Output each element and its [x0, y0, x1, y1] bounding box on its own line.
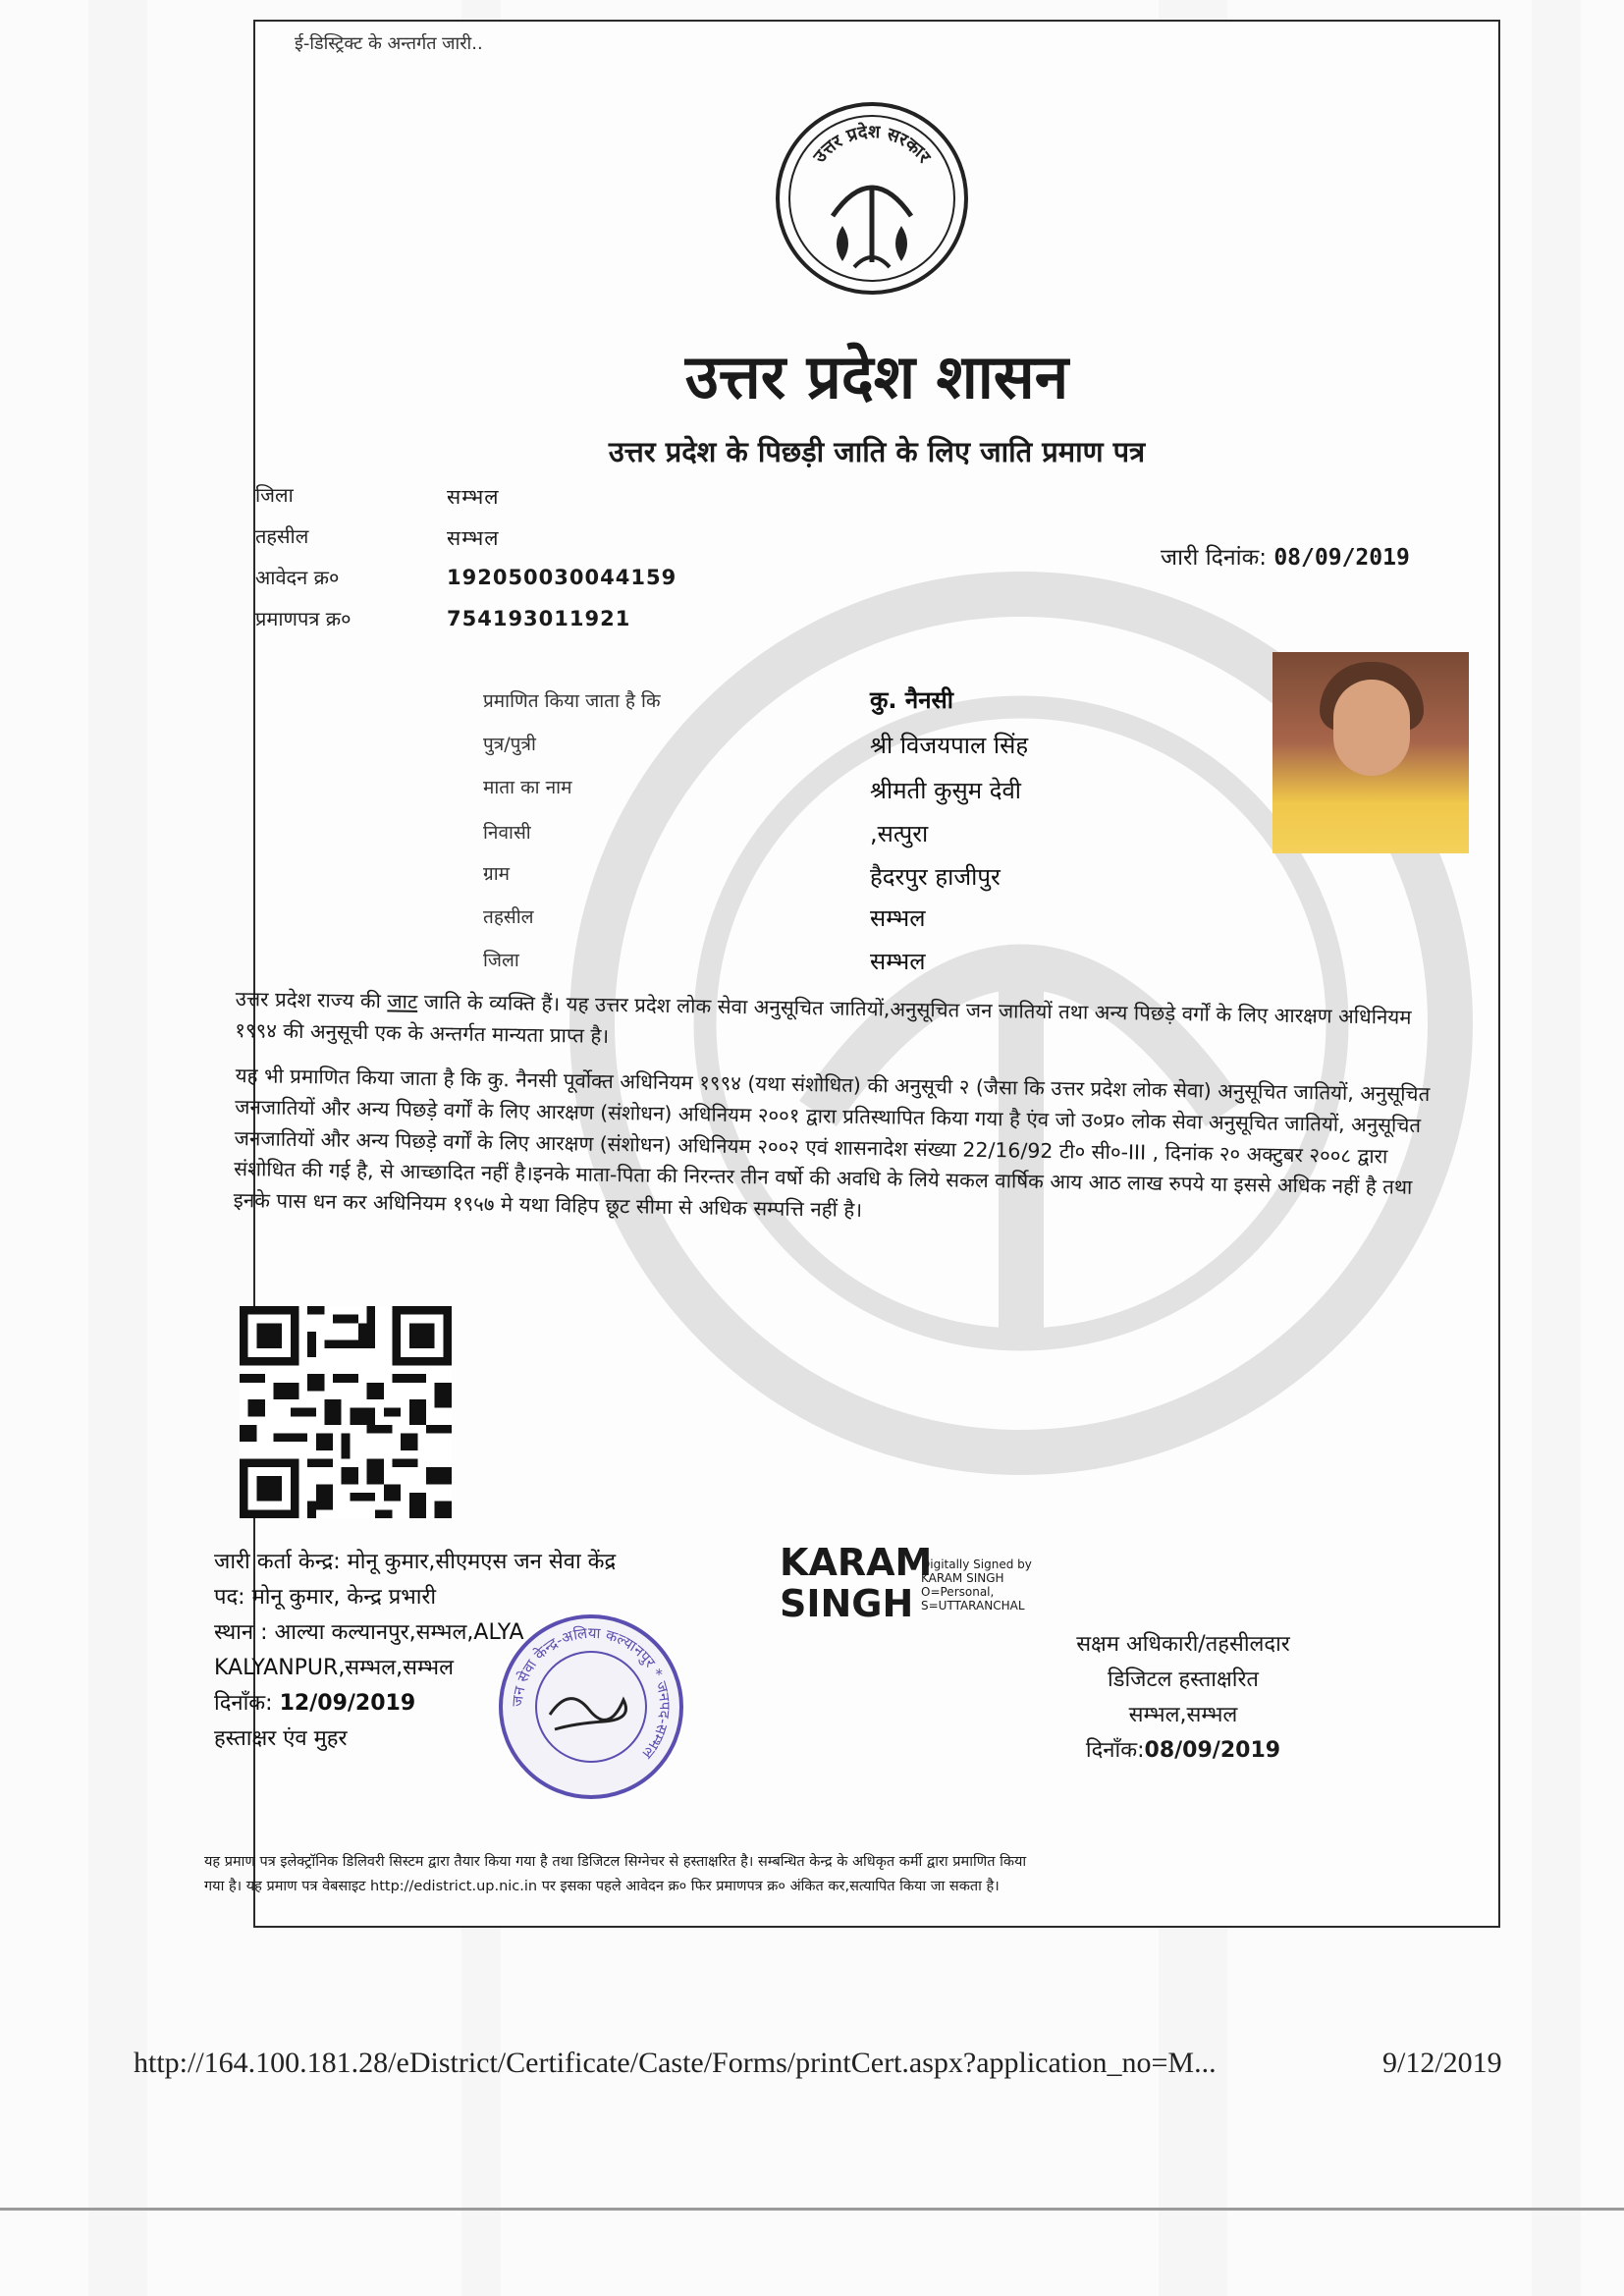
district-label: जिला [255, 483, 294, 507]
signer-name-line1: KARAM [780, 1541, 933, 1584]
digital-signature-details [921, 1558, 1088, 1613]
scan-edge-line [0, 2208, 1624, 2211]
village-value: हैदरपुर हाजीपुर [870, 863, 1001, 891]
caste-name: जाट [387, 989, 418, 1013]
certification-paragraph: यह भी प्रमाणित किया जाता है कि कु. नैनसी पूर्वोक्त अधिनियम १९९४ (यथा संशोधित) की अनुसूची २ (जैसा कि उत्तर प्रदेश लोक सेवा) अनुसूचित जातियों, अनुसूचित जनजातियों और अन्य पिछड़े वर्गों के लिए आरक्षण (संशोधन) अधिनियम २००१ द्वारा प्रतिस्थापित किया गया है एंव जो उ०प्र० लोक सेवा अनुसूचित जातियों, अनुसूचित जनजातियों और अन्य पिछड़े वर्गों के लिए आरक्षण (संशोधन) अधिनियम २००२ एवं शासनादेश संख्या 22/16/92 टी० सी०-III , दिनांक २० अक्टुबर २००८ द्वारा संशोधित की गई है, से आच्छादित नहीं है।इनके माता-पिता की निरन्तर तीन वर्षो की अवधि के लिये सकल वार्षिक आय आठ लाख रुपये या इससे अधिक नहीं है तथा इनके पास धन कर अधिनियम १९५७ मे यथा विहिप छूट सीमा से अधिक सम्पत्ति नहीं है। [233, 1063, 1431, 1223]
signature-meta-3: O=Personal, [921, 1585, 995, 1599]
tehsil-value: सम्भल [447, 526, 500, 550]
digital-signer-name [780, 1542, 932, 1624]
officer-date-value: 08/09/2019 [1144, 1738, 1281, 1763]
certify-label: प्रमाणित किया जाता है कि [483, 690, 661, 712]
mother-name-value: श्रीमती कुसुम देवी [870, 777, 1022, 804]
issuer-date-label: दिनाँक: [214, 1691, 273, 1716]
officer-designation: सक्षम अधिकारी/तहसीलदार [1076, 1632, 1290, 1657]
signature-and-seal-label: हस्ताक्षर एंव मुहर [214, 1726, 348, 1751]
signature-meta-4: S=UTTARANCHAL [921, 1599, 1025, 1613]
issuer-date-value: 12/09/2019 [279, 1691, 416, 1716]
officer-date [1041, 1734, 1326, 1764]
son-daughter-label: पुत्र/पुत्री [483, 734, 536, 755]
issue-date-value: 08/09/2019 [1273, 545, 1410, 571]
certificate-subtitle: उत्तर प्रदेश के पिछड़ी जाति के लिए जाति प्रमाण पत्र [608, 435, 1146, 468]
resident-label: निवासी [483, 822, 531, 844]
scan-band [1532, 0, 1581, 2296]
son-daughter-value: श्री विजयपाल सिंह [870, 732, 1029, 759]
issuing-center: जारी कर्ता केन्द्र: मोनू कुमार,सीएमएस जन सेवा केंद्र [214, 1550, 617, 1574]
village-label: ग्राम [483, 863, 510, 885]
district-value: सम्भल [447, 485, 500, 509]
print-url: http://164.100.181.28/eDistrict/Certificate/Caste/Forms/printCert.aspx?application_no=M... [134, 2047, 1217, 2079]
signer-name-line2: SINGH [780, 1582, 914, 1625]
application-number-value: 192050030044159 [447, 566, 677, 589]
mother-name-label: माता का नाम [483, 777, 572, 798]
header-note: ई-डिस्ट्रिक्ट के अन्तर्गत जारी.. [295, 33, 483, 54]
issuer-post: पद: मोनू कुमार, केन्द्र प्रभारी [214, 1585, 437, 1610]
certificate-number-value: 754193011921 [447, 607, 631, 630]
officer-location: सम्भल,सम्भल [1128, 1703, 1238, 1727]
subject-district-value: सम्भल [870, 948, 926, 975]
issue-date [1161, 540, 1410, 572]
officer-date-label: दिनाँक: [1085, 1738, 1145, 1763]
resident-value: ,सत्पुरा [870, 820, 929, 847]
official-seal [493, 1609, 689, 1805]
signature-meta-2: KARAM SINGH [921, 1571, 1004, 1585]
signature-meta-1: Digitally Signed by [921, 1558, 1032, 1571]
subject-tehsil-value: सम्भल [870, 904, 926, 932]
issuer-place-line2: KALYANPUR,सम्भल,सम्भल [214, 1656, 455, 1680]
footer-line-2: गया है। यह प्रमाण पत्र वेबसाइट http://edistrict.up.nic.in पर इसका पहले आवेदन क्र० फिर प्रमाणपत्र क्र० अंकित कर,सत्यापित किया जा सकता है। [204, 1878, 1000, 1894]
certificate-number-label: प्रमाणपत्र क्र० [255, 607, 352, 630]
svg-text:जन सेवा केन्द्र-अलिया कल्यानपु: जन सेवा केन्द्र-अलिया कल्यानपुर * जनपद-सम्भल [508, 1623, 675, 1763]
applicant-photo [1272, 652, 1469, 853]
print-date: 9/12/2019 [1382, 2047, 1502, 2079]
issue-date-label: जारी दिनांक: [1161, 545, 1268, 571]
subject-tehsil-label: तहसील [483, 906, 534, 928]
caste-paragraph-post: जाति के व्यक्ति हैं। यह उत्तर प्रदेश लोक सेवा अनुसूचित जातियों,अनुसूचित जन जातियों तथा अन्य पिछड़े वर्गों के लिए आरक्षण अधिनियम १९९४ की अनुसूची एक के अन्तर्गत मान्यता प्राप्त है। [235, 989, 1412, 1048]
photo-face [1333, 680, 1410, 776]
certify-value: कु. नैनसी [870, 686, 953, 714]
tehsil-label: तहसील [255, 524, 309, 548]
issuer-place-line1: स्थान : आल्या कल्यानपुर,सम्भल,ALYA [214, 1620, 524, 1645]
svg-text:उत्तर प्रदेश सरकार: उत्तर प्रदेश सरकार [809, 121, 935, 167]
certificate-title: उत्तर प्रदेश शासन [684, 341, 1069, 412]
certificate-footer-note [204, 1850, 1422, 1898]
application-number-label: आवेदन क्र० [255, 566, 340, 589]
caste-paragraph-pre: उत्तर प्रदेश राज्य की [235, 986, 388, 1013]
certificate-sheet [204, 20, 1500, 1928]
scan-band [88, 0, 147, 2296]
issuer-date [214, 1687, 415, 1717]
qr-code [240, 1306, 452, 1518]
officer-digital-signed: डिजिटल हस्ताक्षरित [1108, 1667, 1259, 1692]
subject-district-label: जिला [483, 950, 519, 971]
up-government-emblem [774, 100, 970, 297]
footer-line-1: यह प्रमाण पत्र इलेक्ट्रॉनिक डिलिवरी सिस्टम द्वारा तैयार किया गया है तथा डिजिटल सिग्नेचर से हस्ताक्षरित है। सम्बन्धित केन्द्र के अधिकृत कर्मी द्वारा प्रमाणित किया [204, 1854, 1027, 1870]
